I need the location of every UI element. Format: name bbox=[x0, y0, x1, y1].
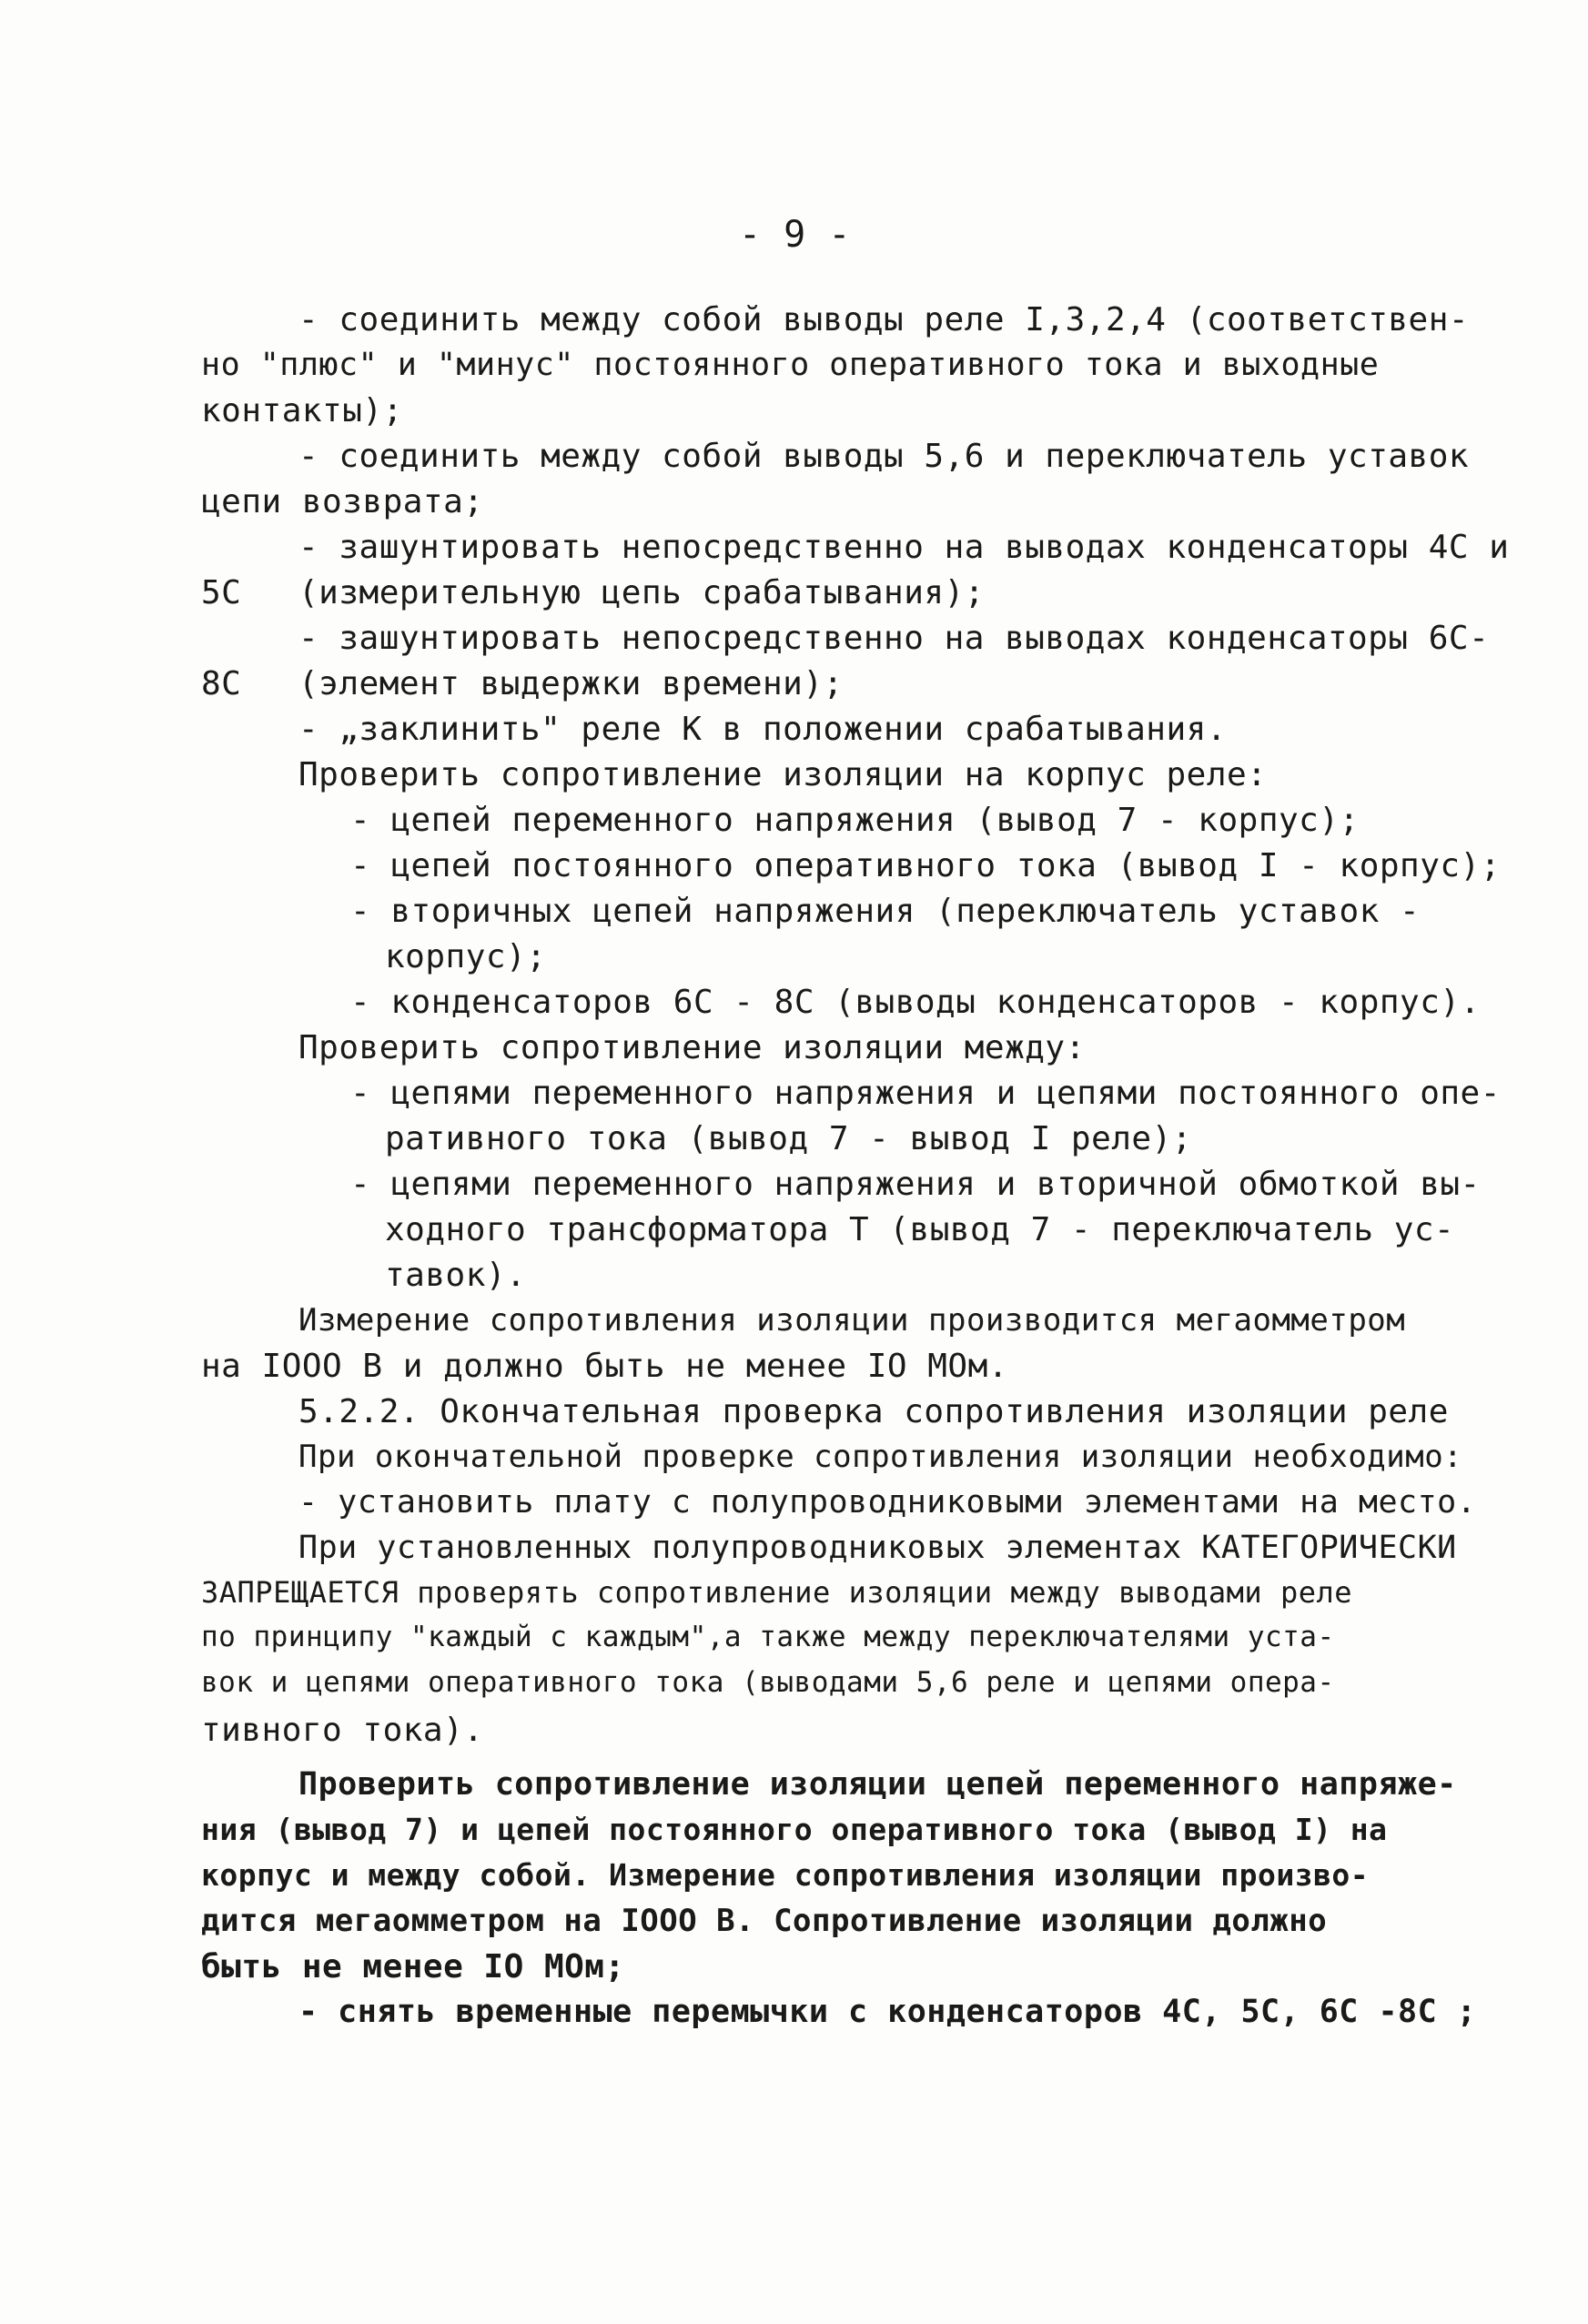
text-line: тавок). bbox=[385, 1257, 527, 1294]
text-line: Измерение сопротивления изоляции производится мегаомметром bbox=[298, 1302, 1406, 1339]
text-line: 8С bbox=[201, 665, 242, 702]
text-line: ходного трансформатора Т (вывод 7 - переключатель ус- bbox=[385, 1211, 1455, 1248]
text-line: 5С bbox=[201, 574, 242, 611]
text-line: ративного тока (вывод 7 - вывод I реле); bbox=[385, 1120, 1192, 1157]
text-line: на IООО В и должно быть не менее IО МОм. bbox=[201, 1348, 1008, 1385]
text-line: - цепей переменного напряжения (вывод 7 - корпус); bbox=[350, 802, 1360, 839]
text-line: - соединить между собой выводы 5,6 и переключатель уставок bbox=[298, 438, 1470, 475]
text-line: ЗАПРЕЩАЕТСЯ проверять сопротивление изоляции между выводами реле bbox=[201, 1575, 1352, 1610]
text-line: - конденсаторов 6С - 8С (выводы конденсаторов - корпус). bbox=[350, 984, 1481, 1021]
text-line: - установить плату с полупроводниковыми элементами на место. bbox=[298, 1484, 1477, 1521]
text-line: - соединить между собой выводы реле I,3,2,4 (соответствен- bbox=[298, 301, 1470, 338]
text-line: - „заклинить" реле К в положении срабатывания. bbox=[298, 711, 1227, 748]
text-line: 5.2.2. Окончательная проверка сопротивления изоляции реле bbox=[298, 1393, 1449, 1430]
text-line: - цепей постоянного оперативного тока (вывод I - корпус); bbox=[350, 847, 1501, 884]
text-line: Проверить сопротивление изоляции между: bbox=[298, 1029, 1086, 1066]
text-line: - снять временные перемычки с конденсаторов 4С, 5С, 6С -8С ; bbox=[298, 1994, 1477, 2030]
text-line: ния (вывод 7) и цепей постоянного оперативного тока (вывод I) на bbox=[201, 1812, 1388, 1847]
text-line: - цепями переменного напряжения и цепями постоянного опе- bbox=[350, 1075, 1501, 1112]
text-line: Проверить сопротивление изоляции на корпус реле: bbox=[298, 756, 1268, 793]
text-line: но "плюс" и "минус" постоянного оперативного тока и выходные bbox=[201, 347, 1380, 383]
text-line: тивного тока). bbox=[201, 1712, 484, 1749]
text-line: вок и цепями оперативного тока (выводами 5,6 реле и цепями опера- bbox=[201, 1666, 1335, 1699]
text-line: цепи возврата; bbox=[201, 483, 484, 520]
text-line: корпус); bbox=[385, 938, 547, 975]
text-line: (измерительную цепь срабатывания); bbox=[298, 574, 985, 611]
text-line: (элемент выдержки времени); bbox=[298, 665, 844, 702]
text-line: быть не менее IО МОм; bbox=[201, 1948, 625, 1986]
text-line: контакты); bbox=[201, 392, 403, 429]
text-line: - зашунтировать непосредственно на выводах конденсаторы 4С и bbox=[298, 529, 1510, 566]
text-line: по принципу "каждый с каждым",а также между переключателями уста- bbox=[201, 1621, 1335, 1653]
text-line: - зашунтировать непосредственно на выводах конденсаторы 6С- bbox=[298, 620, 1490, 657]
text-line: При установленных полупроводниковых элементах КАТЕГОРИЧЕСКИ bbox=[298, 1530, 1457, 1566]
page-number: - 9 - bbox=[739, 214, 851, 256]
text-line: Проверить сопротивление изоляции цепей переменного напряже- bbox=[298, 1766, 1457, 1803]
text-line: - цепями переменного напряжения и вторичной обмоткой вы- bbox=[350, 1166, 1481, 1203]
text-line: корпус и между собой. Измерение сопротивления изоляции произво- bbox=[201, 1857, 1370, 1893]
text-line: дится мегаомметром на IООО В. Сопротивление изоляции должно bbox=[201, 1903, 1328, 1939]
text-line: - вторичных цепей напряжения (переключатель уставок - bbox=[350, 893, 1421, 930]
text-line: При окончательной проверке сопротивления изоляции необходимо: bbox=[298, 1439, 1463, 1475]
